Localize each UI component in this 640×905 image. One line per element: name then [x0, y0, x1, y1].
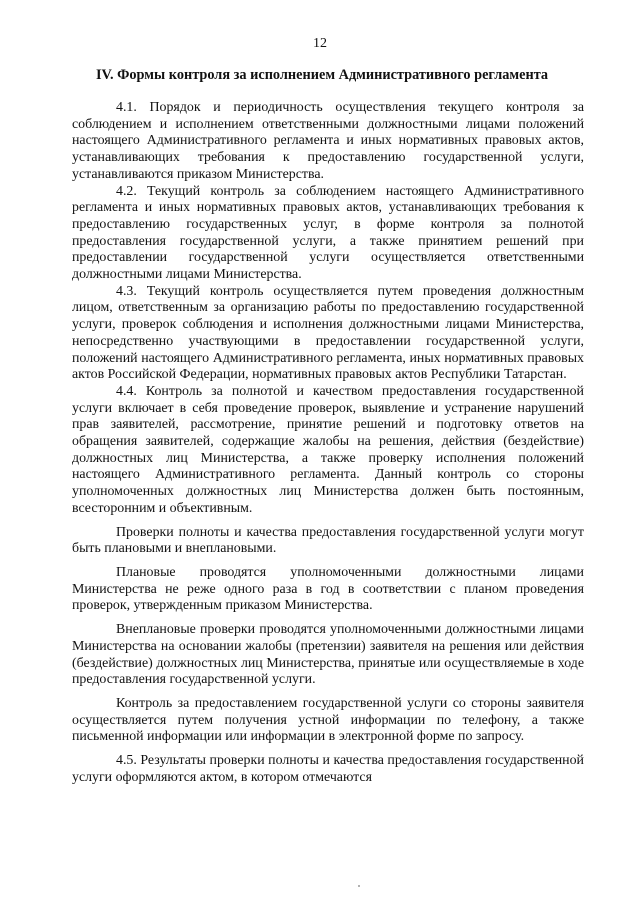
paragraph-checks-types: Проверки полноты и качества предоставления государственной услуги могут быть плановыми и внеплановыми. [72, 524, 584, 557]
section-title: IV. Формы контроля за исполнением Административного регламента [95, 67, 549, 83]
paragraph-4-4: 4.4. Контроль за полнотой и качеством предоставления государственной услуги включает в себя проведение проверок, выявление и устранение нарушений прав заявителей, рассмотрение, принятие решений и подготовку ответов на обращения заявителей, содержащие жалобы на решения, действия (бездействие) должностных лиц Министерства, а также проверку исполнения положений настоящего Административного регламента. Данный контроль со стороны уполномоченных должностных лиц Министерства должен быть постоянным, всесторонним и объективным. [72, 383, 584, 516]
paragraph-4-5: 4.5. Результаты проверки полноты и качества предоставления государственной услуги оформляются актом, в котором отмечаются [72, 753, 584, 785]
paragraph-planned-checks: Плановые проводятся уполномоченными должностными лицами Министерства не реже одного раза в год в соответствии с планом проведения проверок, утвержденным приказом Министерства. [72, 564, 584, 614]
paragraph-4-3: 4.3. Текущий контроль осуществляется путем проведения должностным лицом, ответственным за организацию работы по предоставлению государственной услуги, проверок соблюдения и исполнения должностными лицами Министерства, непосредственно участвующими в предоставлении государственной услуги, положений настоящего Административного регламента, иных нормативных правовых актов Российской Федерации, нормативных правовых актов Республики Татарстан. [72, 283, 584, 383]
page-number: 12 [313, 36, 327, 51]
paragraph-4-2: 4.2. Текущий контроль за соблюдением настоящего Административного регламента и иных нормативных правовых актов, устанавливающих требования к предоставлению государственных услуг, в форме контроля за полнотой предоставления государственной услуги, а также принятием решений при предоставлении государственной услуги осуществляется ответственными должностными лицами Министерства. [72, 183, 584, 283]
paragraph-applicant-control: Контроль за предоставлением государственной услуги со стороны заявителя осуществляется путем получения устной информации по телефону, а также письменной информации или информации в электронной форме по запросу. [72, 695, 584, 745]
scan-speck [358, 885, 360, 887]
paragraph-unplanned-checks: Внеплановые проверки проводятся уполномоченными должностными лицами Министерства на основании жалобы (претензии) заявителя на решения или действия (бездействие) должностных лиц Министерства, принятые или осуществляемые в ходе предоставления государственной услуги. [72, 622, 584, 688]
document-body [72, 100, 584, 786]
paragraph-4-1: 4.1. Порядок и периодичность осуществления текущего контроля за соблюдением и исполнением ответственными должностными лицами положений настоящего Административного регламента и иных нормативных правовых актов, устанавливающих требования к предоставлению государственной услуги, устанавливаются приказом Министерства. [72, 100, 584, 182]
